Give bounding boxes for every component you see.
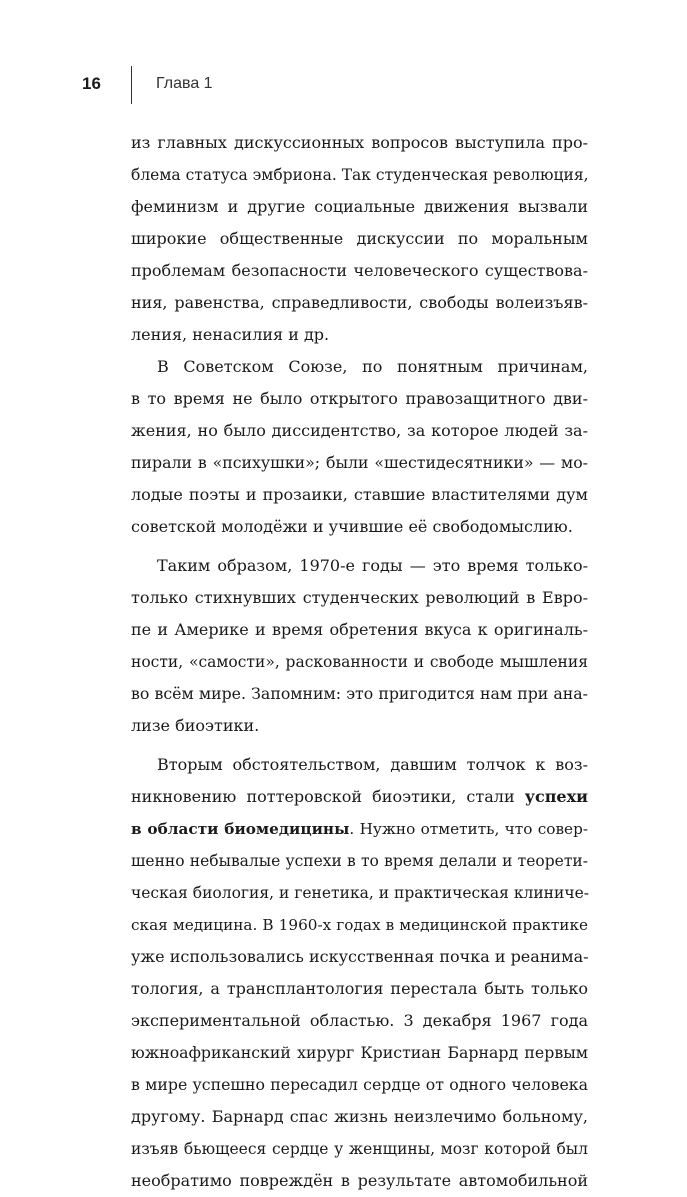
- text-line: в мире успешно пересадил сердце от одного человека: [131, 1075, 588, 1094]
- text-line: ская медицина. В 1960-х годах в медицинской практике: [131, 916, 588, 934]
- text-line: южноафриканский хирург Кристиан Барнард первым: [131, 1043, 588, 1062]
- text-line: ческая биология, и генетика, и практическая клиниче-: [131, 884, 589, 902]
- text-line: жения, но было диссидентство, за которое людей за-: [131, 421, 588, 440]
- text-line: В Советском Союзе, по понятным причинам,: [157, 357, 588, 376]
- page-number: 16: [82, 74, 101, 93]
- text-line: необратимо повреждён в результате автомобильной: [131, 1171, 588, 1190]
- text-line: лодые поэты и прозаики, ставшие властителями дум: [131, 485, 588, 504]
- text-line: пирали в «психушки»; были «шестидесятники» — мо-: [131, 453, 588, 472]
- text-line: уже использовались искусственная почка и реанима-: [131, 947, 589, 966]
- text-line: в то время не было открытого правозащитного дви-: [131, 389, 588, 408]
- text-line: из главных дискуссионных вопросов выступила про-: [131, 133, 588, 152]
- text-run: . Нужно отметить, что совер-: [349, 820, 588, 838]
- running-header: [0, 0, 687, 120]
- text-line: широкие общественные дискуссии по моральным: [131, 229, 588, 248]
- text-line: лизе биоэтики.: [131, 716, 260, 735]
- text-line: тология, а трансплантология перестала быть только: [131, 979, 588, 998]
- text-line: изъяв бьющееся сердце у женщины, мозг которой был: [131, 1140, 588, 1158]
- header-divider: [131, 66, 132, 104]
- bold-term: успехи: [524, 787, 588, 806]
- text-line: [131, 781, 588, 813]
- text-line: Вторым обстоятельством, давшим толчок к воз-: [157, 755, 588, 774]
- text-run: никновению поттеровской биоэтики, стали: [131, 787, 525, 806]
- paragraph: [131, 351, 588, 543]
- text-line: пе и Америке и время обретения вкуса к оригиналь-: [131, 620, 588, 639]
- text-line: ности, «самости», раскованности и свободе мышления: [131, 653, 588, 671]
- text-line: ния, равенства, справедливости, свободы волеизъяв-: [131, 293, 588, 312]
- text-line: экспериментальной областью. 3 декабря 1967 года: [131, 1011, 588, 1030]
- paragraph: [131, 127, 588, 351]
- chapter-title: Глава 1: [156, 75, 213, 92]
- text-line: другому. Барнард спас жизнь неизлечимо больному,: [131, 1107, 588, 1126]
- text-line: только стихнувших студенческих революций в Евро-: [131, 588, 588, 607]
- text-line: ления, ненасилия и др.: [131, 325, 330, 344]
- text-line: феминизм и другие социальные движения вызвали: [131, 197, 588, 216]
- paragraph: [131, 749, 588, 1197]
- paragraph-gap: [131, 742, 588, 749]
- text-line: проблемам безопасности человеческого существова-: [131, 261, 588, 280]
- text-line: [131, 813, 588, 845]
- text-line: Таким образом, 1970-е годы — это время только-: [157, 556, 588, 575]
- text-line: шенно небывалые успехи в то время делали и теорети-: [131, 852, 588, 870]
- text-line: советской молодёжи и учившие её свободомыслию.: [131, 517, 573, 536]
- paragraph-gap: [131, 543, 588, 550]
- text-line: блема статуса эмбриона. Так студенческая революция,: [131, 166, 589, 184]
- bold-term: в области биомедицины: [131, 820, 350, 838]
- paragraph: [131, 550, 588, 742]
- page-body: [131, 127, 588, 1197]
- text-line: во всём мире. Запомним: это пригодится нам при ана-: [131, 684, 588, 703]
